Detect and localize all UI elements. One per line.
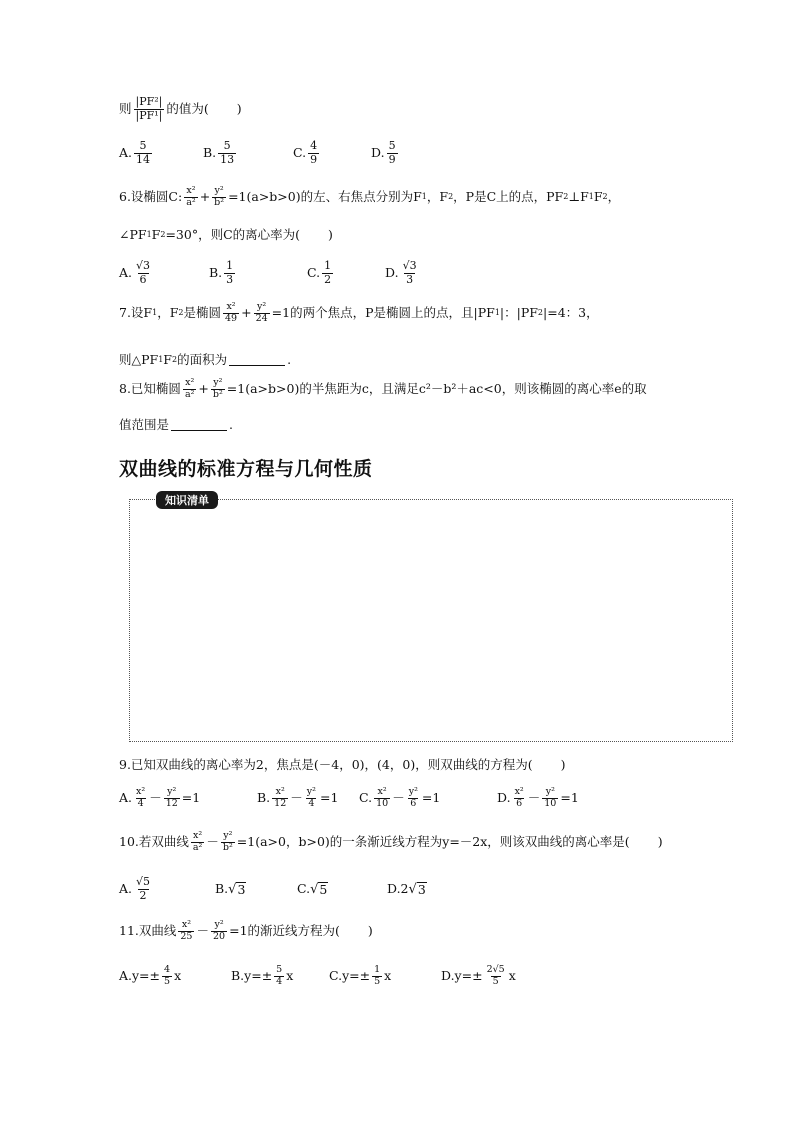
- option-label: C.: [293, 144, 307, 160]
- option-b: [257, 787, 359, 810]
- question-5-options: [119, 140, 734, 166]
- option-b: [231, 965, 329, 988]
- numerator: √3: [402, 259, 417, 272]
- denominator: 20: [213, 930, 226, 942]
- option-d: [387, 882, 427, 896]
- denominator: 9: [388, 152, 396, 166]
- fraction: [211, 378, 225, 401]
- numerator: |PF²|: [135, 95, 163, 108]
- fraction: [184, 186, 197, 209]
- subscript: 2: [178, 308, 184, 318]
- text: ，P是C上的点，PF: [453, 189, 564, 205]
- subscript: 2: [171, 355, 178, 365]
- text: －: [196, 923, 209, 939]
- text: ，F: [157, 305, 179, 321]
- text: |：|PF: [499, 305, 538, 321]
- option-label: B.y=±: [231, 968, 273, 984]
- denominator: 14: [136, 152, 151, 166]
- subscript: 1: [158, 355, 164, 365]
- option-label: D.: [385, 264, 399, 280]
- text: 的值为(: [166, 100, 209, 116]
- option-b: [215, 882, 297, 896]
- text: =1: [181, 790, 201, 806]
- radicand: 3: [237, 882, 246, 898]
- section-heading: 双曲线的标准方程与几何性质: [119, 458, 373, 480]
- question-6-stem: [119, 186, 734, 209]
- option-label: B.: [209, 264, 223, 280]
- denominator: 2: [324, 272, 332, 286]
- text: =1(a>0，b>0)的一条渐近线方程为y=－2x，则该双曲线的离心率是(: [236, 834, 630, 850]
- option-b: [203, 140, 293, 166]
- numerator: 5: [276, 964, 283, 975]
- text: 6.设椭圆C:: [119, 189, 183, 205]
- text: ): [367, 923, 373, 939]
- text: =1: [421, 790, 441, 806]
- denominator: 4: [137, 797, 144, 809]
- denominator: 5: [374, 975, 381, 987]
- option-label: C.: [297, 880, 311, 896]
- numerator: 5: [388, 139, 396, 152]
- numerator: √5: [136, 875, 151, 888]
- numerator: x²: [186, 185, 196, 196]
- text: －: [290, 790, 303, 806]
- text: 是椭圆: [183, 305, 221, 321]
- question-10-options: [119, 876, 734, 902]
- numerator: 1: [374, 964, 381, 975]
- numerator: √3: [136, 259, 151, 272]
- question-8-stem: [119, 378, 734, 401]
- denominator: 13: [220, 152, 235, 166]
- numerator: 4: [164, 964, 171, 975]
- option-b: [209, 260, 307, 286]
- fraction: [212, 186, 226, 209]
- option-label: D.: [497, 790, 511, 806]
- text: 的面积为: [177, 352, 228, 367]
- numerator: y²: [223, 830, 233, 841]
- text: －: [149, 790, 162, 806]
- option-d: [385, 260, 421, 286]
- option-a: [119, 876, 215, 902]
- text: 则△PF: [119, 352, 159, 367]
- numerator: 1: [226, 259, 234, 272]
- text: +: [199, 189, 211, 205]
- denominator: 6: [410, 797, 417, 809]
- text: =1的渐近线方程为(: [229, 923, 340, 939]
- question-11-stem: [119, 920, 734, 943]
- text: 10.若双曲线: [119, 834, 189, 850]
- denominator: 24: [255, 312, 268, 324]
- radicand: 5: [319, 882, 328, 898]
- numerator: 4: [310, 139, 318, 152]
- subscript: 2: [448, 192, 454, 202]
- text: =30°，则C的离心率为(: [165, 227, 301, 242]
- denominator: a²: [184, 388, 195, 400]
- option-label: D.y=±: [441, 968, 483, 984]
- option-a: [119, 965, 231, 988]
- option-c: [293, 140, 371, 166]
- numerator: x²: [226, 301, 236, 312]
- option-label: C.: [307, 264, 321, 280]
- denominator: 3: [226, 272, 234, 286]
- text: ): [328, 227, 333, 242]
- option-label: A.: [119, 790, 133, 806]
- text: 则: [119, 100, 132, 116]
- text: =1: [560, 790, 579, 806]
- text: F: [151, 227, 161, 242]
- numerator: x²: [377, 786, 387, 797]
- numerator: y²: [257, 301, 267, 312]
- fraction: [178, 920, 194, 943]
- square-root: √ 3: [228, 881, 246, 898]
- denominator: 4: [276, 975, 283, 987]
- square-root: √ 5: [310, 881, 328, 898]
- text: F: [163, 352, 172, 367]
- question-10-stem: [119, 831, 734, 854]
- subscript: 1: [146, 230, 152, 240]
- text: x: [286, 968, 294, 984]
- denominator: 12: [165, 797, 178, 809]
- denominator: b²: [214, 196, 225, 208]
- denominator: 10: [376, 797, 389, 809]
- text: x: [174, 968, 182, 984]
- option-label: A.y=±: [119, 968, 161, 984]
- fraction: [254, 302, 270, 325]
- text: ): [657, 834, 663, 850]
- subscript: 1: [494, 308, 500, 318]
- text: 11.双曲线: [119, 923, 177, 939]
- text: =1的两个焦点，P是椭圆上的点，且|PF: [271, 305, 495, 321]
- option-a: [119, 260, 209, 286]
- denominator: 25: [180, 930, 193, 942]
- numerator: x²: [185, 377, 195, 388]
- numerator: y²: [214, 919, 224, 930]
- text: 8.已知椭圆: [119, 381, 181, 397]
- option-d: [371, 140, 400, 166]
- option-d: [497, 787, 579, 810]
- option-label: C.y=±: [329, 968, 371, 984]
- knowledge-box: [129, 499, 733, 742]
- question-5-stem: [119, 96, 734, 122]
- subscript: 2: [602, 192, 608, 202]
- subscript: 1: [152, 308, 158, 318]
- text: ): [560, 757, 566, 772]
- question-8-stem-line-2: [119, 419, 734, 432]
- text: F: [593, 189, 603, 205]
- question-6-options: [119, 260, 734, 286]
- option-label: D.: [371, 144, 385, 160]
- question-11-options: [119, 965, 734, 988]
- subscript: 2: [160, 230, 166, 240]
- text: ，F: [426, 189, 449, 205]
- numerator: 5: [223, 139, 231, 152]
- fraction: [191, 831, 204, 854]
- option-a: [119, 140, 203, 166]
- denominator: 3: [406, 272, 414, 286]
- text: ): [236, 100, 242, 116]
- denominator: b²: [212, 388, 223, 400]
- subscript: 2: [563, 192, 569, 202]
- text: =1(a>b>0)的半焦距为c，且满足c²－b²＋ac<0，则该椭圆的离心率e的取: [226, 381, 647, 397]
- numerator: x²: [193, 830, 203, 841]
- denominator: 4: [308, 797, 315, 809]
- text: |=4：3，: [543, 305, 599, 321]
- numerator: x²: [136, 786, 146, 797]
- denominator: 2: [139, 888, 147, 902]
- numerator: 2√5: [486, 964, 505, 975]
- text: x: [508, 968, 516, 984]
- numerator: y²: [545, 786, 555, 797]
- denominator: a²: [186, 196, 196, 208]
- numerator: 5: [139, 139, 147, 152]
- option-label: B.: [215, 880, 229, 896]
- numerator: x²: [275, 786, 285, 797]
- fraction: [223, 302, 239, 325]
- numerator: y²: [214, 185, 224, 196]
- fraction: [221, 831, 235, 854]
- text: 9.已知双曲线的离心率为2，焦点是(－4，0)，(4，0)，则双曲线的方程为(: [119, 757, 533, 772]
- denominator: 6: [139, 272, 147, 286]
- option-label: B.: [257, 790, 271, 806]
- denominator: 49: [225, 312, 238, 324]
- option-a: [119, 787, 257, 810]
- subscript: 1: [421, 192, 427, 202]
- option-label: C.: [359, 790, 373, 806]
- numerator: y²: [213, 377, 223, 388]
- question-7-stem-line-2: [119, 354, 734, 367]
- subscript: 1: [588, 192, 594, 202]
- option-c: [329, 965, 441, 988]
- square-root: √ 3: [408, 881, 426, 898]
- numerator: y²: [167, 786, 177, 797]
- numerator: x²: [514, 786, 524, 797]
- text: ⊥F: [568, 189, 589, 205]
- knowledge-badge: 知识清单: [156, 491, 218, 509]
- numerator: x²: [181, 919, 192, 930]
- radicand: 3: [417, 882, 426, 898]
- fraction: [211, 920, 227, 943]
- question-9-options: [119, 787, 734, 810]
- text: .: [229, 417, 233, 432]
- option-d: [441, 965, 516, 988]
- question-9-stem: [119, 759, 734, 772]
- text: =1: [319, 790, 339, 806]
- answer-blank[interactable]: [229, 355, 285, 366]
- denominator: 5: [492, 975, 499, 987]
- text: －: [392, 790, 405, 806]
- subscript: 2: [537, 308, 544, 318]
- denominator: 10: [544, 797, 557, 809]
- answer-blank[interactable]: [171, 420, 227, 431]
- text: +: [198, 381, 209, 397]
- option-label: B.: [203, 144, 217, 160]
- numerator: y²: [408, 786, 418, 797]
- numerator: y²: [306, 786, 316, 797]
- text: 值范围是: [119, 417, 170, 432]
- text: =1(a>b>0)的左、右焦点分别为F: [228, 189, 422, 205]
- text: +: [241, 305, 252, 321]
- denominator: 9: [310, 152, 318, 166]
- denominator: 12: [274, 797, 287, 809]
- option-label: A.: [119, 264, 133, 280]
- option-c: [359, 787, 497, 810]
- option-label: D.2: [387, 880, 409, 896]
- question-7-stem: [119, 302, 734, 325]
- option-label: A.: [119, 144, 133, 160]
- option-label: A.: [119, 880, 133, 896]
- text: .: [287, 352, 292, 367]
- denominator: b²: [222, 841, 233, 853]
- text: －: [206, 834, 219, 850]
- denominator: a²: [192, 841, 203, 853]
- question-6-stem-line-2: [119, 229, 734, 242]
- fraction: [183, 378, 196, 401]
- denominator: 6: [516, 797, 523, 809]
- fraction: [134, 96, 165, 122]
- option-c: [307, 260, 385, 286]
- text: 7.设F: [119, 305, 153, 321]
- option-c: [297, 882, 387, 896]
- text: ∠PF: [119, 227, 147, 242]
- denominator: 5: [164, 975, 171, 987]
- text: x: [384, 968, 392, 984]
- text: ，: [607, 189, 621, 205]
- numerator: 1: [324, 259, 332, 272]
- denominator: |PF¹|: [135, 108, 163, 122]
- text: －: [527, 790, 541, 806]
